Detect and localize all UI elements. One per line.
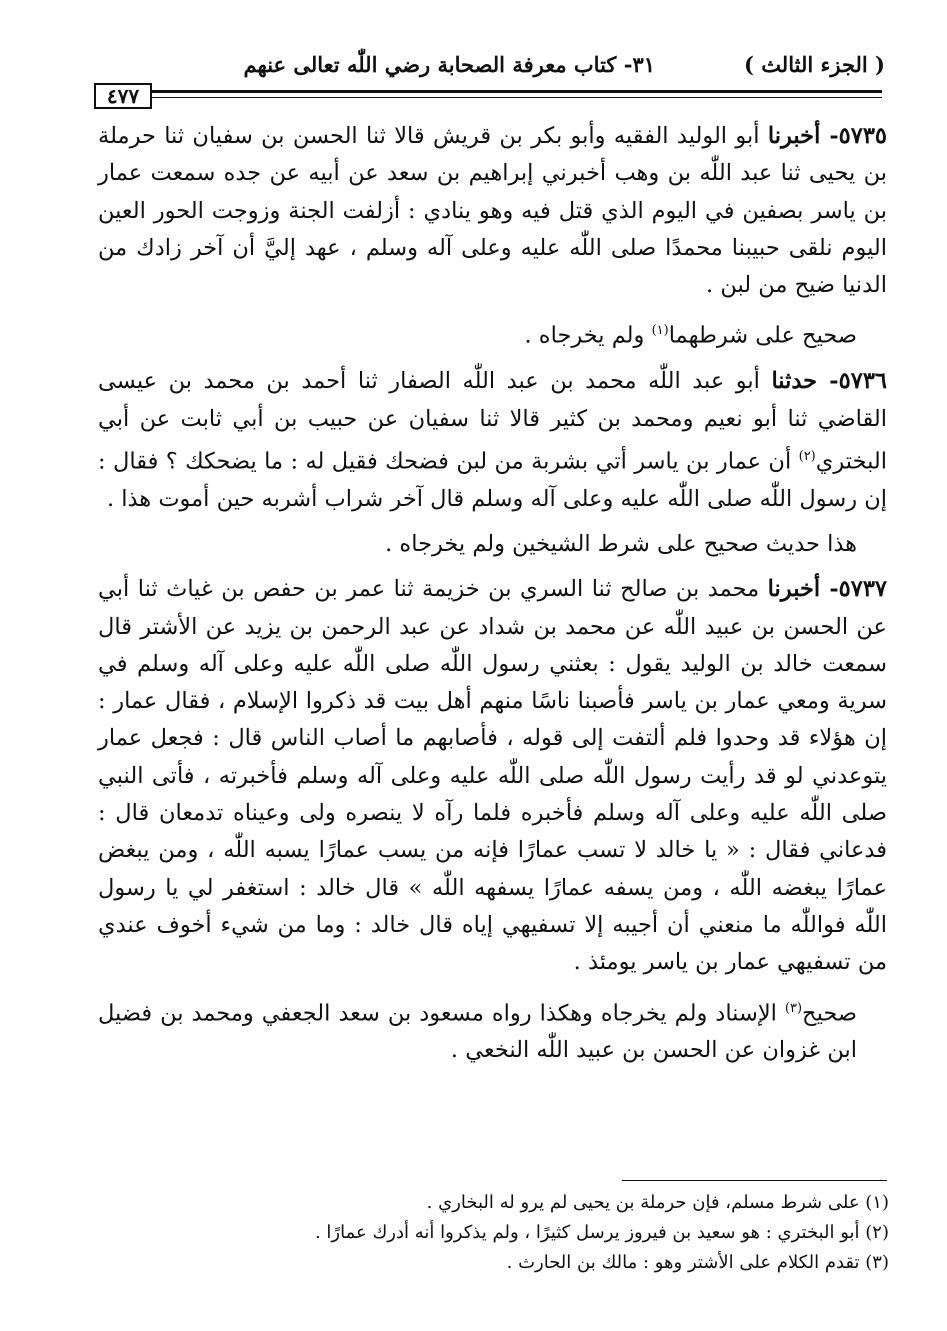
volume-label: ( الجزء الثالث )	[743, 52, 885, 77]
hadith-text-tail: أن عمار بن ياسر أتي بشربة من لبن فضحك فقيل له : ما يضحكك ؟ فقال : إن رسول اللّٰه صلى اللّٰه عليه وعلى آله وسلم قال آخر شراب أشربه حين أموت هذا .	[98, 448, 887, 512]
hadith-verdict	[98, 990, 887, 1070]
hadith-number: ٥٧٣٥	[838, 123, 888, 149]
footnote-2: (٢) أبو البختري : هو سعيد بن فيروز يرسل كثيرًا ، ولم يذكروا أنه أدرك عمارًا .	[314, 1222, 889, 1243]
header-rule-thin	[152, 97, 882, 98]
hadith-number: ٥٧٣٦	[838, 368, 887, 395]
verdict-text: صحيح	[802, 1000, 857, 1027]
hadith-text: أبو عبد اللّٰه محمد بن عبد اللّٰه الصفار ثنا أحمد بن محمد بن عيسى القاضي ثنا أبو نعيم ومحمد بن كثير قالا ثنا سفيان عن حبيب بن أبي ثابت عن أبي البختري	[98, 368, 887, 475]
hadith-5735: ٥٧٣٥- أخبرنا أبو الوليد الفقيه وأبو بكر بن قريش قالا ثنا الحسن بن سفيان ثنا حرملة بن يحيى ثنا عبد اللّٰه بن وهب أخبرني إبراهيم بن سعد عن أبيه عن جده سمعت عمار بن ياسر بصفين في اليوم الذي قتل فيه وهو ينادي : أزلفت الجنة وزوجت الحور العين اليوم نلقى حبيبنا محمدًا صلى اللّٰه عليه وعلى آله وسلم ، عهد إليَّ أن آخر زادك من الدنيا ضيح من لبن .	[98, 123, 888, 299]
verdict-tail: ولم يخرجاه .	[524, 322, 652, 349]
footnote-ref[interactable]: (٢)	[798, 448, 816, 464]
hadith-text: أبو الوليد الفقيه وأبو بكر بن قريش قالا ثنا الحسن بن سفيان ثنا حرملة بن يحيى ثنا عبد اللّٰه بن وهب أخبرني إبراهيم بن سعد عن أبيه عن جده سمعت عمار بن ياسر بصفين في اليوم الذي قتل فيه وهو ينادي : أزلفت الجنة وزوجت الحور العين اليوم نلقى حبيبنا محمدًا صلى اللّٰه عليه وعلى آله وسلم ، عهد إليَّ أن آخر زادك من الدنيا ضيح من لبن .	[98, 123, 887, 299]
footnote-3: (٣) تقدم الكلام على الأشتر وهو : مالك بن الحارث .	[506, 1252, 889, 1273]
main-text	[98, 118, 887, 1070]
footnote-1: (١) على شرط مسلم، فإن حرملة بن يحيى لم يرو له البخاري .	[426, 1192, 889, 1213]
hadith-verdict	[98, 312, 887, 355]
hadith-5737: ٥٧٣٧- أخبرنا محمد بن صالح ثنا السري بن خزيمة ثنا عمر بن حفص بن غياث ثنا أبي عن الحسن بن عبيد اللّٰه عن محمد بن شداد عن عبد الرحمن بن يزيد عن الأشتر قال سمعت خالد بن الوليد يقول : بعثني رسول اللّٰه صلى اللّٰه عليه وعلى آله وسلم في سرية ومعي عمار بن ياسر فأصبنا ناسًا منهم أهل بيت قد ذكروا الإسلام ، فقال عمار : إن هؤلاء قد وحدوا فلم ألتفت إلى قوله ، فأصابهم ما أصاب الناس قال : فجعل عمار يتوعدني لو قد رأيت رسول اللّٰه صلى اللّٰه عليه وعلى آله وسلم فأخبرته ، فأتى النبي صلى اللّٰه عليه وعلى آله وسلم فأخبره فلما رآه لا ينصره ولى وعيناه تدمعان قال : فدعاني فقال : « يا خالد لا تسب عمارًا فإنه من يسب عمارًا يسبه اللّٰه ، ومن يبغض عمارًا يبغضه اللّٰه ، ومن يسفه عمارًا يسفهه اللّٰه » قال خالد : استغفر لي يا رسول اللّٰه فواللّٰه ما منعني أن أجيبه إلا تسفيهي إياه قال خالد : وما من شيء أخوف عندي من تسفيهي عمار بن ياسر يومئذ .	[98, 576, 888, 976]
hadith-text: محمد بن صالح ثنا السري بن خزيمة ثنا عمر بن حفص بن غياث ثنا أبي عن الحسن بن عبيد اللّٰه عن محمد بن شداد عن عبد الرحمن بن يزيد عن الأشتر قال سمعت خالد بن الوليد يقول : بعثني رسول اللّٰه صلى اللّٰه عليه وعلى آله وسلم في سرية ومعي عمار بن ياسر فأصبنا ناسًا منهم أهل بيت قد ذكروا الإسلام ، فقال عمار : إن هؤلاء قد وحدوا فلم ألتفت إلى قوله ، فأصابهم ما أصاب الناس قال : فجعل عمار يتوعدني لو قد رأيت رسول اللّٰه صلى اللّٰه عليه وعلى آله وسلم فأخبرته ، فأتى النبي صلى اللّٰه عليه وعلى آله وسلم فأخبره فلما رآه لا ينصره ولى وعيناه تدمعان قال : فدعاني فقال : « يا خالد لا تسب عمارًا فإنه من يسب عمارًا يسبه اللّٰه ، ومن يبغض عمارًا يبغضه اللّٰه ، ومن يسفه عمارًا يسفهه اللّٰه » قال خالد : استغفر لي يا رسول اللّٰه فواللّٰه ما منعني أن أجيبه إلا تسفيهي إياه قال خالد : وما من شيء أخوف عندي من تسفيهي عمار بن ياسر يومئذ .	[98, 576, 887, 976]
hadith-5736: ٥٧٣٦- حدثنا أبو عبد اللّٰه محمد بن عبد اللّٰه الصفار ثنا أحمد بن محمد بن عيسى القاضي ثنا أبو نعيم ومحمد بن كثير قالا ثنا سفيان عن حبيب بن أبي ثابت عن أبي البختري$^{(٢)}$ أن عمار بن ياسر أتي بشربة من لبن فضحك فقيل له : ما يضحكك ؟ فقال : إن رسول اللّٰه صلى اللّٰه عليه وعلى آله وسلم قال آخر شراب أشربه حين أموت هذا .	[98, 368, 887, 512]
hadith-number: ٥٧٣٧	[838, 576, 888, 603]
chapter-title: ٣١- كتاب معرفة الصحابة رضي اللّٰه تعالى عنهم	[243, 52, 655, 77]
footnote-ref[interactable]: (١)	[651, 323, 669, 339]
hadith-verdict	[98, 526, 887, 563]
footnotes	[98, 1188, 889, 1278]
footnote-ref[interactable]: (٣)	[784, 1000, 803, 1016]
verdict-text: هذا حديث صحيح على شرط الشيخين ولم يخرجاه .	[385, 530, 857, 557]
page-number: ٤٧٧	[94, 83, 152, 109]
verdict-tail: الإسناد ولم يخرجاه وهكذا رواه مسعود بن سعد الجعفي ومحمد بن فضيل ابن غزوان عن الحسن بن عبيد اللّٰه النخعي .	[98, 1000, 857, 1064]
hadith-lead: أخبرنا	[767, 123, 821, 149]
hadith-lead: أخبرنا	[767, 576, 821, 603]
header-rule-thick	[152, 90, 882, 93]
footnote-separator	[622, 1180, 887, 1181]
hadith-lead: حدثنا	[771, 368, 818, 395]
verdict-text: صحيح على شرطهما	[668, 322, 857, 349]
running-header	[95, 52, 885, 92]
